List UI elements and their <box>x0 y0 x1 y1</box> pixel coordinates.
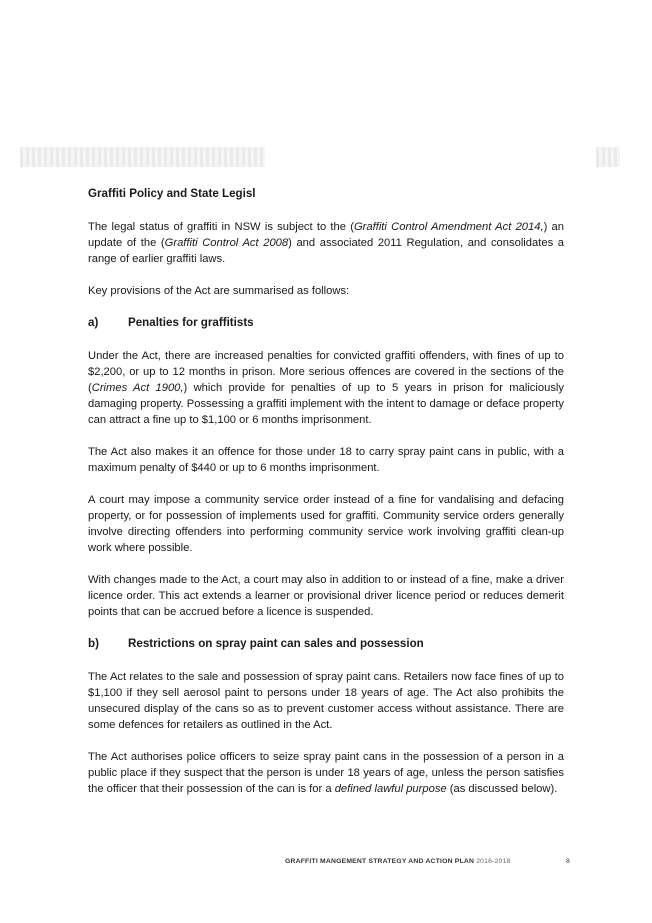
retailer-paragraph: The Act relates to the sale and possession of spray paint cans. Retailers now face fines of up to $1,100 if they sell aerosol paint to persons under 18 years of age. The Act also prohibits the unsecured display of the cans so as to prevent customer access without assistance. There are some defences for retailers as outlined in the Act. <box>88 671 564 731</box>
penalties-paragraph: Under the Act, there are increased penalties for convicted graffiti offenders, with fines of up to $2,200, or up to 12 months in prison. More serious offences are covered in the sections of the (Crimes Act 1900,) which provide for penalties of up to 5 years in prison for maliciously damaging property. Possessing a graffiti implement with the intent to damage or deface property can attract a fine up to $1,100 or 6 months imprisonment. <box>88 350 564 426</box>
redacted-header-band <box>20 147 265 167</box>
section-letter: a) <box>88 316 99 329</box>
driver-licence-paragraph: With changes made to the Act, a court may also in addition to or instead of a fine, make a driver licence order. This act extends a learner or provisional driver licence period or reduces demerit points that can be accrued before a licence is suspended. <box>88 574 564 618</box>
section-b-heading <box>88 636 564 652</box>
page-footer <box>285 858 570 865</box>
police-powers-paragraph: The Act authorises police officers to seize spray paint cans in the possession of a person in a public place if they suspect that the person is under 18 years of age, unless the person satisfies the officer that their possession of the can is for a defined lawful purpose (as discussed below). <box>88 751 564 795</box>
section-letter: b) <box>88 637 99 650</box>
section-title: Restrictions on spray paint can sales and possession <box>128 637 424 650</box>
section-a-heading <box>88 315 564 331</box>
footer-years: 2016-2018 <box>476 858 511 865</box>
intro-paragraph: The legal status of graffiti in NSW is subject to the (Graffiti Control Amendment Act 2014,) an update of the (Graffiti Control Act 2008) and associated 2011 Regulation, and consolidates a range of earlier graffiti laws. <box>88 221 564 265</box>
document-heading: Graffiti Policy and State Legisl <box>88 187 256 200</box>
summary-lead-paragraph: Key provisions of the Act are summarised as follows: <box>88 285 350 297</box>
section-title: Penalties for graffitists <box>128 316 254 329</box>
under-18-paragraph: The Act also makes it an offence for those under 18 to carry spray paint cans in public, with a maximum penalty of $440 or up to 6 months imprisonment. <box>88 446 564 474</box>
redacted-header-band-right <box>596 147 620 167</box>
footer-title: GRAFFITI MANGEMENT STRATEGY AND ACTION PLAN <box>285 858 475 865</box>
document-body <box>88 186 564 813</box>
community-service-paragraph: A court may impose a community service order instead of a fine for vandalising and defacing property, or for possession of implements used for graffiti. Community service orders generally involve directing offenders into performing community service work involving graffiti clean-up work where possible. <box>88 494 564 554</box>
page-number: 8 <box>566 858 570 865</box>
